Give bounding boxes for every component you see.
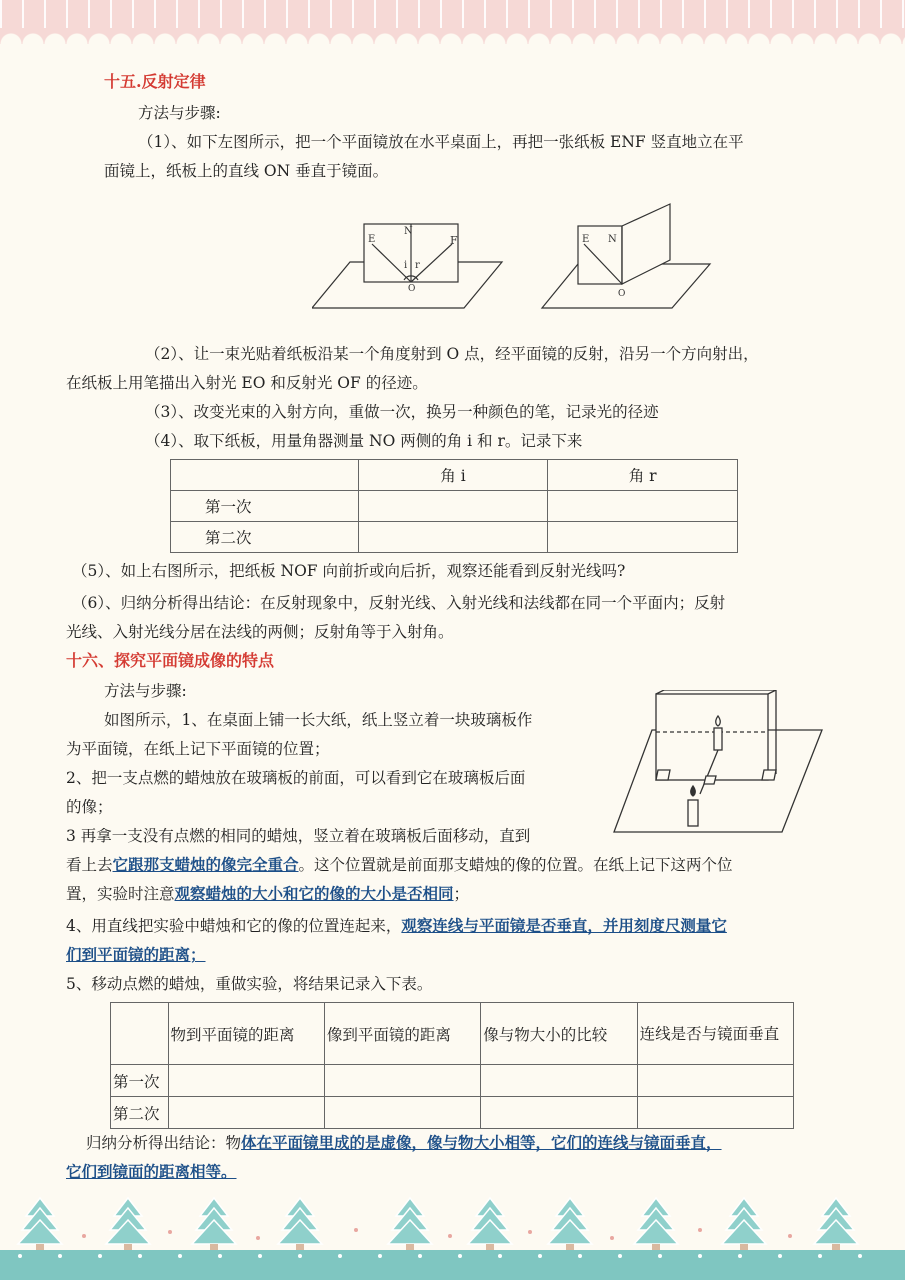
section16-p3-line2: 看上去它跟那支蜡烛的像完全重合。这个位置就是前面那支蜡烛的像的位置。在纸上记下这两个位 [66,855,733,874]
section15-step1-line1: （1）、如下左图所示，把一个平面镜放在水平桌面上，再把一张纸板 ENF 竖直地立在平 [138,133,744,151]
table-header-angle-i: 角 i [358,460,548,491]
section15-step1-line2: 面镜上，纸板上的直线 ON 垂直于镜面。 [104,162,389,180]
highlight-perpendicular: 观察连线与平面镜是否垂直，并用刻度尺测量它 [401,916,727,935]
table-header-angle-r: 角 r [548,460,738,491]
section16-conclusion-line1: 归纳分析得出结论：物体在平面镜里成的是虚像，像与物大小相等，它们的连线与镜面垂直， [86,1133,722,1152]
table2-row-second: 第二次 [111,1097,169,1129]
fig-label-r: r [415,260,420,271]
mirror-image-record-table [110,1002,794,1129]
fig2-label-o: O [618,289,626,299]
table2-row-first: 第一次 [111,1065,169,1097]
section15-step6-line2: 光线、入射光线分居在法线的两侧；反射角等于入射角。 [66,623,454,641]
fig2-label-e: E [582,234,590,245]
highlight-observe-size: 观察蜡烛的大小和它的像的大小是否相同 [174,884,454,903]
table2-header-perpendicular: 连线是否与镜面垂直 [637,1003,793,1065]
fig-label-f: F [450,234,458,247]
angle-record-table [170,459,738,553]
section16-title: 十六、探究平面镜成像的特点 [66,651,275,670]
section15-step6-line1: （6）、归纳分析得出结论：在反射现象中，反射光线、入射光线和法线都在同一个平面内；反射 [72,594,726,612]
fig-label-o: O [408,284,416,294]
section16-p2-line1: 2、把一支点燃的蜡烛放在玻璃板的前面，可以看到它在玻璃板后面 [66,769,526,787]
section16-p2-line2: 的像； [66,798,113,816]
section16-conclusion-line2: 它们到镜面的距离相等。 [66,1162,237,1181]
section15-step3: （3）、改变光束的入射方向，重做一次，换另一种颜色的笔，记录光的径迹 [145,403,659,421]
top-decorative-border [0,0,905,44]
table2-header-object-distance: 物到平面镜的距离 [168,1003,324,1065]
fig2-label-n: N [608,234,617,245]
section16-p3-line1: 3 再拿一支没有点燃的相同的蜡烛，竖立着在玻璃板后面移动，直到 [66,827,531,845]
section15-step5: （5）、如上右图所示，把纸板 NOF 向前折或向后折，观察还能看到反射光线吗? [72,562,626,580]
table2-header-image-distance: 像到平面镜的距离 [324,1003,480,1065]
reflection-diagram-left [312,222,504,312]
section16-p4-line2: 们到平面镜的距离； [66,945,206,964]
bottom-christmas-tree-border [0,1190,905,1280]
section15-title: 十五.反射定律 [104,72,206,91]
reflection-diagram-right [538,202,714,312]
fig-label-e: E [368,234,376,245]
plane-mirror-candle-diagram [612,690,824,838]
table-row-second: 第二次 [171,522,359,553]
section16-p1-line1: 如图所示，1、在桌面上铺一长大纸，纸上竖立着一块玻璃板作 [104,711,533,729]
section16-p3-line3: 置，实验时注意观察蜡烛的大小和它的像的大小是否相同； [66,884,470,903]
section16-p5: 5、移动点燃的蜡烛，重做实验，将结果记录入下表。 [66,975,433,993]
highlight-image-coincide: 它跟那支蜡烛的像完全重合 [112,855,299,874]
fig-label-i: i [404,260,408,271]
section15-step2-line1: （2）、让一束光贴着纸板沿某一个角度射到 O 点，经平面镜的反射，沿另一个方向射出， [145,345,759,363]
section15-step2-line2: 在纸板上用笔描出入射光 EO 和反射光 OF 的径迹。 [66,374,428,392]
highlight-conclusion: 体在平面镜里成的是虚像，像与物大小相等，它们的连线与镜面垂直， [241,1133,722,1152]
table2-header-size-compare: 像与物大小的比较 [481,1003,637,1065]
table-row-first: 第一次 [171,491,359,522]
section15-step4: （4）、取下纸板，用量角器测量 NO 两侧的角 i 和 r。记录下来 [145,432,583,450]
section16-method: 方法与步骤: [104,682,187,700]
section15-method: 方法与步骤: [138,104,221,122]
fig-label-n: N [404,226,413,237]
section16-p1-line2: 为平面镜，在纸上记下平面镜的位置； [66,740,330,758]
section16-p4-line1: 4、用直线把实验中蜡烛和它的像的位置连起来，观察连线与平面镜是否垂直，并用刻度尺测量它 [66,916,727,935]
